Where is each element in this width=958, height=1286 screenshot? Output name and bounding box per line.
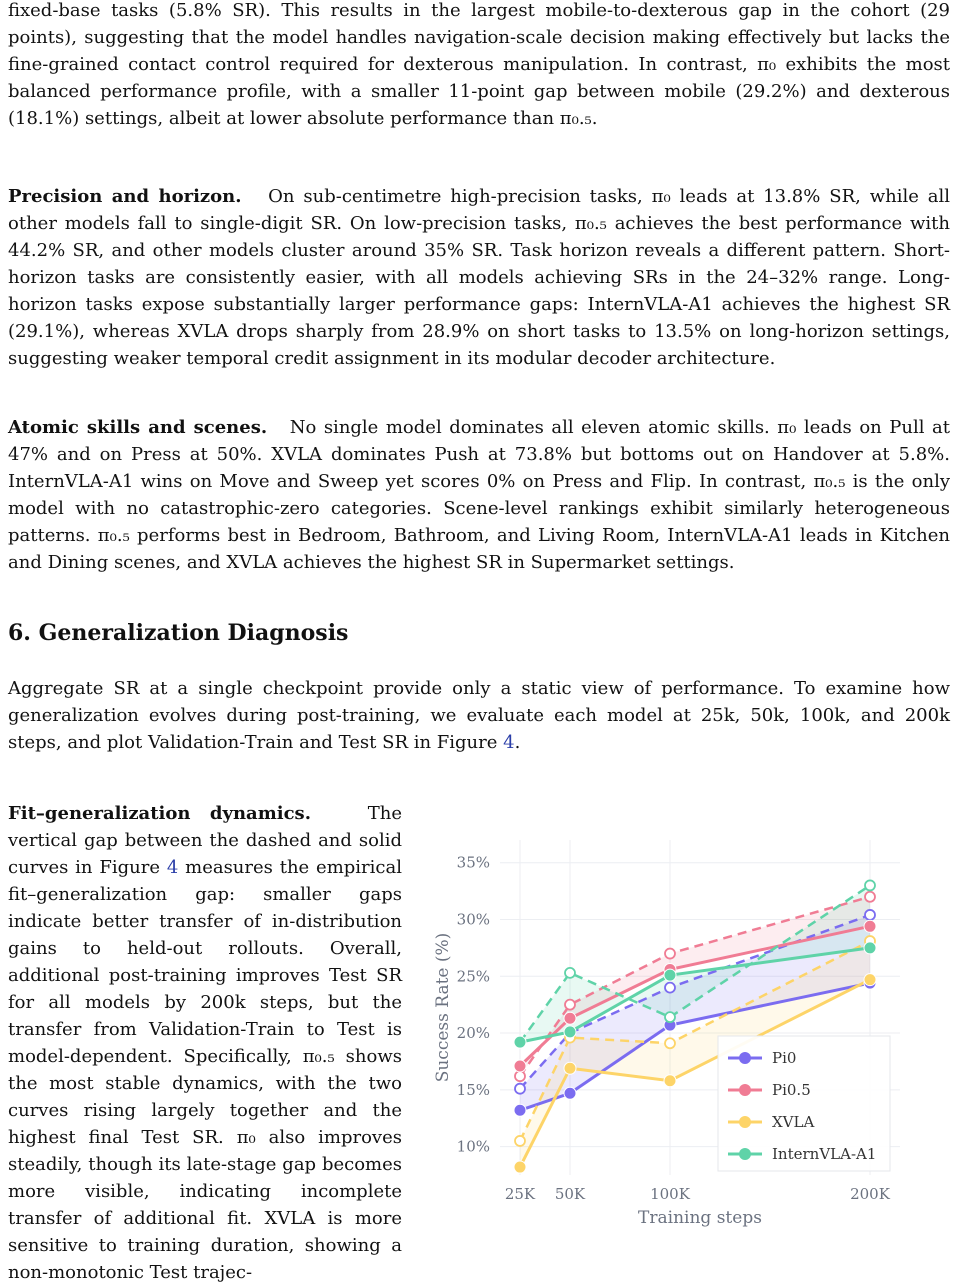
paragraph-text: Aggregate SR at a single checkpoint provide only a static view of performance. To examine how generalization evolves during post-training, we evaluate each model at 25k, 50k, 100k, and 200k steps, and plot Validation-Train and Test SR in Figure bbox=[8, 678, 950, 753]
line-chart bbox=[420, 830, 950, 1250]
val-train-point bbox=[665, 949, 675, 959]
legend-label: XVLA bbox=[772, 1113, 815, 1131]
paragraph-atomic-skills bbox=[8, 414, 950, 576]
val-train-point bbox=[665, 983, 675, 993]
y-tick-label: 25% bbox=[456, 967, 490, 986]
legend-label: Pi0 bbox=[772, 1049, 797, 1067]
paragraph-title: Fit–generalization dynamics. bbox=[8, 803, 311, 824]
x-tick-label: 25K bbox=[504, 1185, 536, 1203]
section-heading: 6. Generalization Diagnosis bbox=[8, 620, 349, 646]
val-train-point bbox=[565, 1000, 575, 1010]
paragraph-text: On sub-centimetre high-precision tasks, π₀ leads at 13.8% SR, while all other models fall to single-digit SR. On low-precision tasks, π₀.₅ achieves the best performance with 44.2% SR, and other models cluster around 35% SR. Task horizon reveals a different pattern. Short-horizon tasks are consistently easier, with all models achieving SRs in the 24–32% range. Long-horizon tasks expose substantially larger performance gaps: InternVLA-A1 achieves the highest SR (29.1%), whereas XVLA drops sharply from 28.9% on short tasks to 13.5% on long-horizon settings, suggesting weaker temporal credit assignment in its modular decoder architecture. bbox=[8, 186, 951, 369]
val-train-point bbox=[515, 1084, 525, 1094]
paragraph-text: No single model dominates all eleven atomic skills. π₀ leads on Pull at 47% and on Press at 50%. XVLA dominates Push at 73.8% but bottoms out on Handover at 5.8%. InternVLA-A1 wins on Move and Sweep yet scores 0% on Press and Flip. In contrast, π₀.₅ is the only model with no catastrophic-zero categories. Scene-level rankings exhibit similarly heterogeneous patterns. π₀.₅ performs best in Bedroom, Bathroom, and Living Room, InternVLA-A1 leads in Kitchen and Dining scenes, and XVLA achieves the highest SR in Supermarket settings. bbox=[8, 417, 950, 573]
figure-link[interactable]: 4 bbox=[166, 857, 179, 878]
y-tick-label: 15% bbox=[456, 1080, 490, 1099]
legend-swatch-marker bbox=[739, 1116, 751, 1128]
test-point bbox=[664, 1075, 676, 1087]
paragraph-title: Atomic skills and scenes. bbox=[8, 417, 268, 438]
test-point bbox=[564, 1087, 576, 1099]
paragraph-fit-generalization: Fit–generalization dynamics. The vertical gap between the dashed and solid curves in Figure 4 measures the empirical fit–generalization gap: smaller gaps indicate better transfer of in-distribution gains to held-out rollouts. Overall, additional post-training improves Test SR for all models by 200k steps, but the transfer from Validation-Train to Test is model-dependent. Specifically, π₀.₅ shows the most stable dynamics, with the two curves rising largely together and the highest final Test SR. π₀ also improves steadily, though its late-stage gap becomes more visible, indicating incomplete transfer of additional fit. XVLA is more sensitive to training duration, showing a non-monotonic Test trajec- bbox=[8, 803, 402, 1283]
y-tick-label: 30% bbox=[456, 910, 490, 929]
paragraph-mobile-dexterous bbox=[8, 0, 950, 132]
paragraph-text: The vertical gap between the dashed and solid curves in Figure bbox=[8, 803, 402, 878]
paragraph-generalization-intro: Aggregate SR at a single checkpoint provide only a static view of performance. To examine how generalization evolves during post-training, we evaluate each model at 25k, 50k, 100k, and 200k steps, and plot Validation-Train and Test SR in Figure 4. bbox=[8, 678, 950, 753]
y-tick-label: 35% bbox=[456, 853, 490, 872]
legend-label: InternVLA-A1 bbox=[772, 1145, 877, 1163]
test-point bbox=[514, 1104, 526, 1116]
legend-swatch-marker bbox=[739, 1148, 751, 1160]
val-train-point bbox=[865, 892, 875, 902]
paragraph-precision-horizon bbox=[8, 183, 950, 372]
x-tick-label: 200K bbox=[850, 1185, 890, 1203]
val-train-point bbox=[865, 880, 875, 890]
val-train-point bbox=[665, 1012, 675, 1022]
test-point bbox=[514, 1161, 526, 1173]
y-axis-label: Success Rate (%) bbox=[433, 932, 453, 1083]
x-tick-label: 100K bbox=[650, 1185, 690, 1203]
y-tick-label: 10% bbox=[456, 1137, 490, 1156]
test-point bbox=[864, 974, 876, 986]
val-train-point bbox=[665, 1038, 675, 1048]
paragraph-text: fixed-base tasks (5.8% SR). This results in the largest mobile-to-dexterous gap in the cohort (29 points), suggesting that the model handles navigation-scale decision making effectively but lacks the fine-grained contact control required for dexterous manipulation. In contrast, π₀ exhibits the most balanced performance profile, with a smaller 11-point gap between mobile (29.2%) and dexterous (18.1%) settings, albeit at lower absolute performance than π₀.₅. bbox=[8, 0, 950, 129]
val-train-point bbox=[565, 968, 575, 978]
val-train-point bbox=[865, 910, 875, 920]
figure-generalization-chart bbox=[420, 830, 950, 1250]
legend-label: Pi0.5 bbox=[772, 1081, 811, 1099]
x-tick-label: 50K bbox=[554, 1185, 586, 1203]
y-tick-label: 20% bbox=[456, 1024, 490, 1043]
legend-swatch-marker bbox=[739, 1052, 751, 1064]
test-point bbox=[514, 1036, 526, 1048]
test-point bbox=[664, 969, 676, 981]
figure-link[interactable]: 4 bbox=[503, 732, 515, 753]
test-point bbox=[864, 942, 876, 954]
test-point bbox=[564, 1012, 576, 1024]
test-point bbox=[514, 1060, 526, 1072]
test-point bbox=[564, 1062, 576, 1074]
val-train-point bbox=[515, 1071, 525, 1081]
test-point bbox=[564, 1026, 576, 1038]
legend-swatch-marker bbox=[739, 1084, 751, 1096]
test-point bbox=[864, 920, 876, 932]
paragraph-title: Precision and horizon. bbox=[8, 186, 242, 207]
val-train-point bbox=[515, 1136, 525, 1146]
x-axis-label: Training steps bbox=[638, 1208, 762, 1228]
